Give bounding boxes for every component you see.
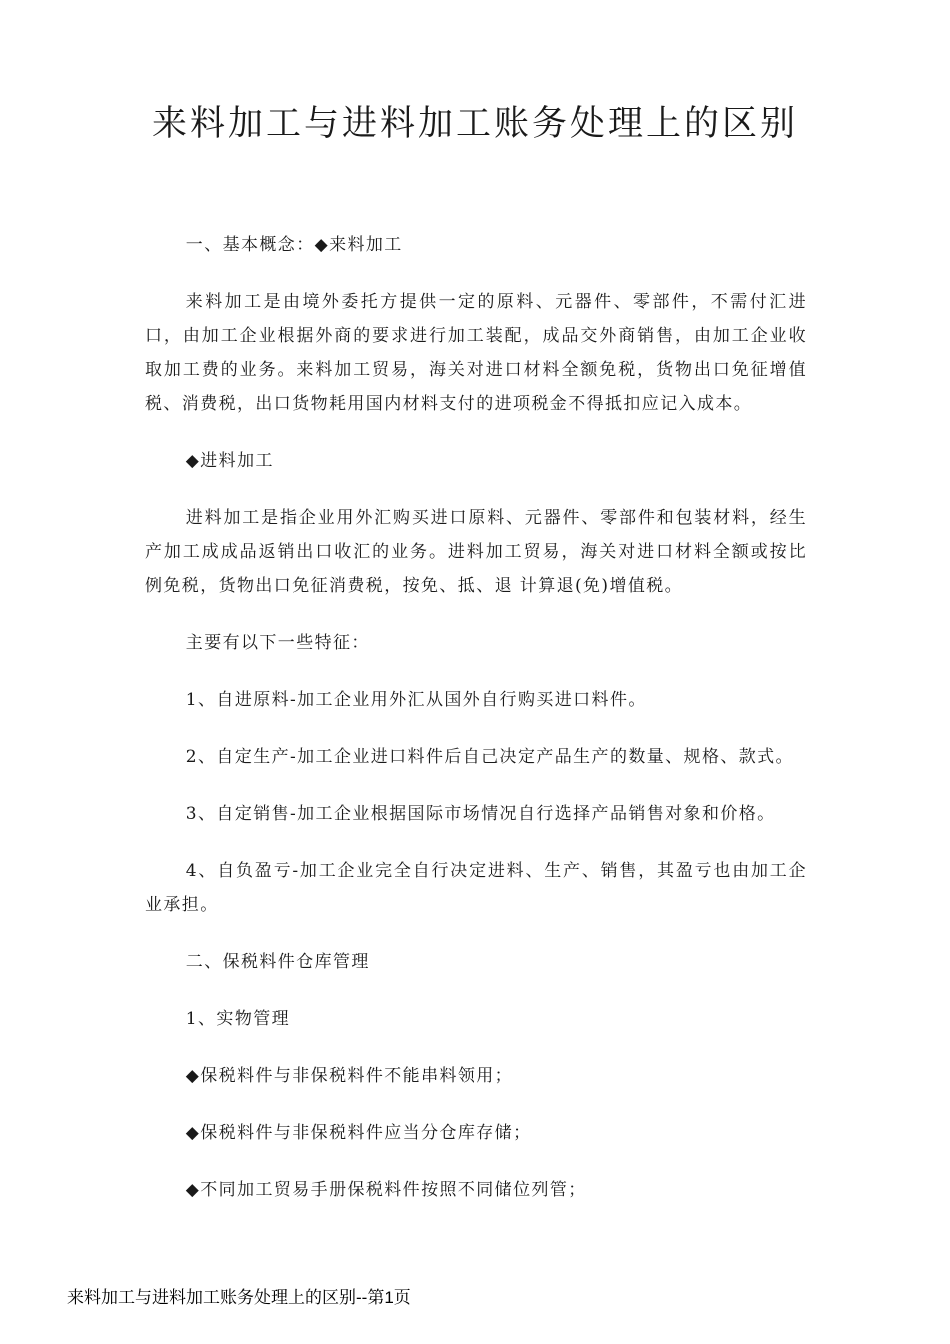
paragraph-rule-separate-locations: ◆不同加工贸易手册保税料件按照不同储位列管；	[185, 1180, 587, 1200]
paragraph-feature-4: 4、自负盈亏-加工企业完全自行决定进料、生产、销售，其盈亏也由加工企业承担。	[145, 861, 807, 915]
paragraph-feature-3: 3、自定销售-加工企业根据国际市场情况自行选择产品销售对象和价格。	[185, 804, 776, 824]
paragraph-bonded-warehouse-heading: 二、保税料件仓库管理	[185, 952, 370, 972]
paragraph-imported-materials-heading: ◆进料加工	[185, 451, 274, 471]
paragraph-physical-management-heading: 1、实物管理	[185, 1009, 291, 1029]
paragraph-feature-2: 2、自定生产-加工企业进口料件后自己决定产品生产的数量、规格、款式。	[185, 747, 794, 767]
page-footer: 来料加工与进料加工账务处理上的区别--第1页	[67, 1288, 411, 1307]
paragraph-features-heading: 主要有以下一些特征：	[185, 633, 370, 653]
paragraph-processing-with-supplied-materials: 来料加工是由境外委托方提供一定的原料、元器件、零部件，不需付汇进口，由加工企业根据外商的要求进行加工装配，成品交外商销售，由加工企业收取加工费的业务。来料加工贸易，海关对进口材料全额免税，货物出口免征增值税、消费税，出口货物耗用国内材料支付的进项税金不得抵扣应记入成本。	[145, 292, 807, 414]
paragraph-rule-no-mixing: ◆保税料件与非保税料件不能串料领用；	[185, 1066, 514, 1086]
paragraph-processing-with-imported-materials: 进料加工是指企业用外汇购买进口原料、元器件、零部件和包装材料，经生产加工成成品返销出口收汇的业务。进料加工贸易，海关对进口材料全额或按比例免税，货物出口免征消费税，按免、抵、退 计算退(免)增值税。	[145, 508, 807, 596]
document-title: 来料加工与进料加工账务处理上的区别	[151, 104, 798, 144]
paragraph-feature-1: 1、自进原料-加工企业用外汇从国外自行购买进口料件。	[185, 690, 647, 710]
paragraph-basic-concepts-heading: 一、基本概念：◆来料加工	[185, 235, 403, 255]
paragraph-rule-separate-storage: ◆保税料件与非保税料件应当分仓库存储；	[185, 1123, 532, 1143]
document-body	[145, 228, 807, 1230]
